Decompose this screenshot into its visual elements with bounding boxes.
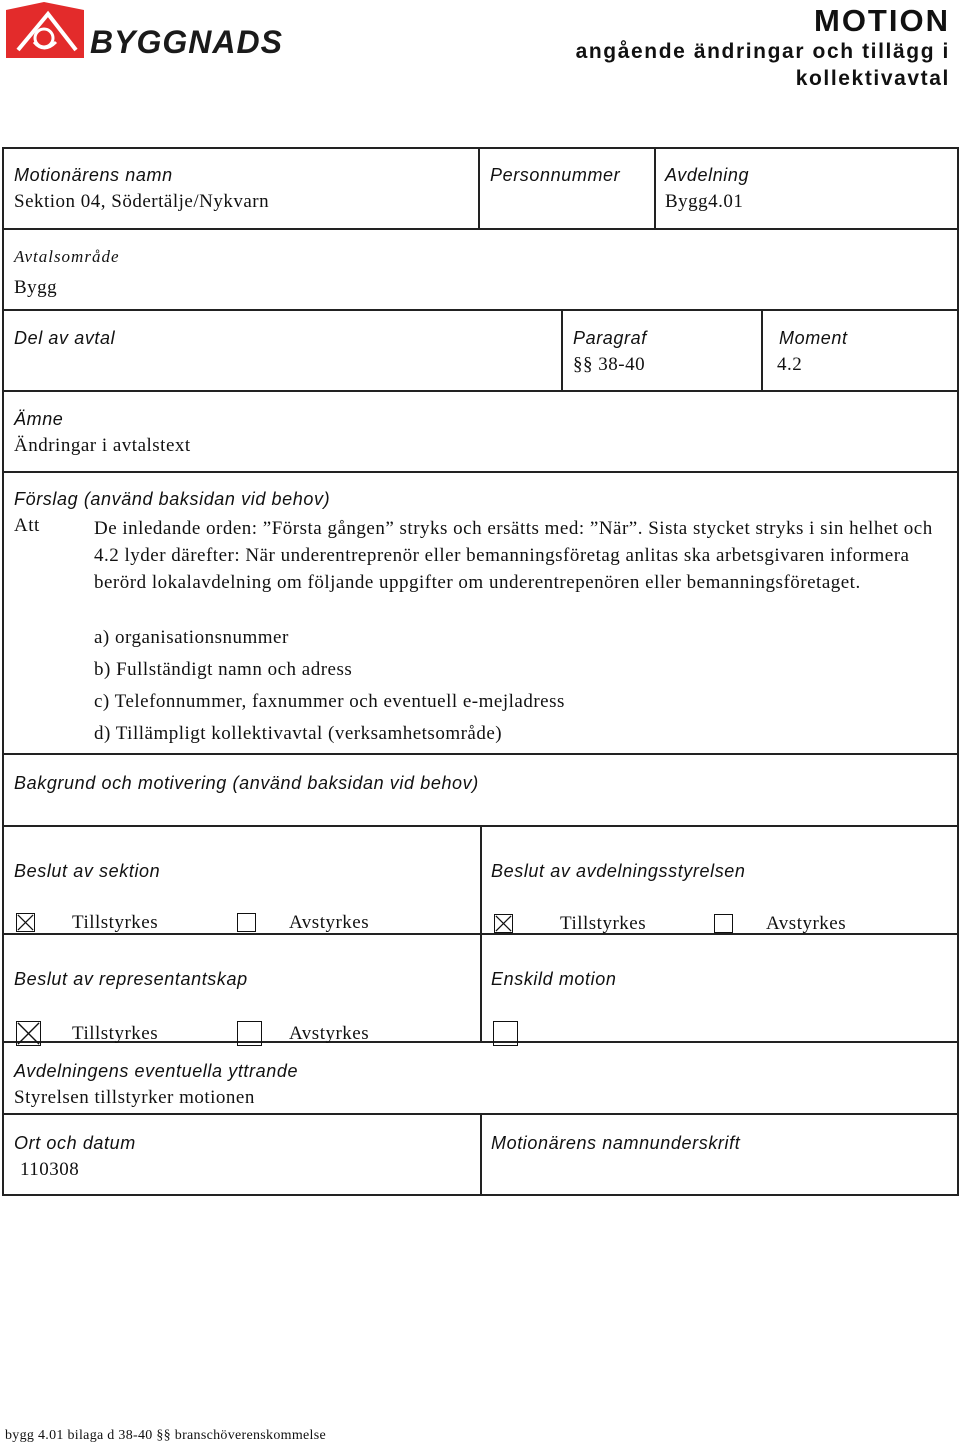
beslut-representantskap-label: Beslut av representantskap	[14, 969, 248, 989]
sektion-avstyrkes-checkbox[interactable]	[237, 913, 256, 932]
yttrande-value[interactable]: Styrelsen tillstyrker motionen	[14, 1087, 255, 1108]
ort-datum-value[interactable]: 110308	[20, 1159, 80, 1180]
enskild-motion-label: Enskild motion	[491, 969, 617, 989]
avtalsomrade-label: Avtalsområde	[14, 247, 120, 266]
amne-label: Ämne	[14, 409, 64, 429]
sektion-avstyrkes-label: Avstyrkes	[289, 912, 370, 933]
avdelning-tillstyrkes-label: Tillstyrkes	[560, 913, 647, 934]
cell-paragraf	[561, 311, 761, 390]
cell-ort-datum	[4, 1115, 480, 1194]
document-footer: bygg 4.01 bilaga d 38-40 §§ branschöverenskommelse	[5, 1428, 326, 1443]
avtalsomrade-value[interactable]: Bygg	[14, 277, 58, 298]
paragraf-label: Paragraf	[573, 328, 647, 348]
row-amne	[2, 392, 959, 473]
sektion-tillstyrkes-checkbox[interactable]	[16, 913, 35, 932]
row-identity	[2, 149, 959, 230]
row-beslut-representantskap	[2, 935, 959, 1043]
logo-wordmark: BYGGNADS	[90, 24, 283, 60]
cell-motionarens-namn	[4, 149, 478, 228]
forslag-list-item: c) Telefonnummer, faxnummer och eventuell e-mejladress	[94, 691, 565, 712]
representantskap-tillstyrkes-label: Tillstyrkes	[72, 1023, 159, 1044]
beslut-avdelning-label: Beslut av avdelningsstyrelsen	[491, 861, 746, 881]
avdelning-avstyrkes-label: Avstyrkes	[766, 913, 847, 934]
row-forslag	[2, 473, 959, 755]
byggnads-logo	[4, 2, 283, 62]
row-bakgrund	[2, 755, 959, 827]
cell-del-av-avtal	[4, 311, 561, 390]
bakgrund-label: Bakgrund och motivering (använd baksidan vid behov)	[14, 773, 479, 793]
avdelning-value[interactable]: Bygg4.01	[665, 191, 744, 212]
forslag-list-item: a) organisationsnummer	[94, 627, 289, 648]
avdelning-label: Avdelning	[665, 165, 750, 185]
avdelning-avstyrkes-checkbox[interactable]	[714, 914, 733, 933]
forslag-att: Att	[14, 515, 40, 536]
cell-moment	[761, 311, 957, 390]
forslag-label: Förslag (använd baksidan vid behov)	[14, 489, 331, 509]
motion-form	[2, 147, 959, 1196]
beslut-sektion-label: Beslut av sektion	[14, 861, 161, 881]
cell-enskild-motion	[480, 935, 957, 1041]
forslag-text[interactable]: De inledande orden: ”Första gången” stryks och ersätts med: ”När”. Sista stycket stryks i sin helhet och 4.2 lyder därefter: När underentreprenör eller bemanningsföretag anlitas ska arbetsgivaren informera berörd lokalavdelning om följande uppgifter om underentrepenören eller bemanningsföretaget.	[94, 518, 933, 593]
paragraf-value[interactable]: §§ 38-40	[573, 354, 646, 375]
yttrande-label: Avdelningens eventuella yttrande	[14, 1061, 299, 1081]
cell-personnummer	[478, 149, 654, 228]
moment-label: Moment	[779, 328, 848, 348]
namnunderskrift-label: Motionärens namnunderskrift	[491, 1133, 741, 1153]
document-header	[576, 4, 950, 92]
representantskap-avstyrkes-label: Avstyrkes	[289, 1023, 370, 1044]
cell-avdelning	[654, 149, 957, 228]
ort-datum-label: Ort och datum	[14, 1133, 136, 1153]
amne-value[interactable]: Ändringar i avtalstext	[14, 435, 191, 456]
row-avtalsdel	[2, 311, 959, 392]
page-subtitle-line1: angående ändringar och tillägg i	[575, 40, 950, 63]
moment-value[interactable]: 4.2	[777, 354, 803, 375]
forslag-list-item: d) Tillämpligt kollektivavtal (verksamhetsområde)	[94, 723, 503, 744]
row-ort-underskrift	[2, 1115, 959, 1196]
cell-beslut-representantskap	[4, 935, 480, 1044]
forslag-list-item: b) Fullständigt namn och adress	[94, 659, 353, 680]
page-title: MOTION	[814, 3, 950, 38]
row-avtalsomrade	[2, 230, 959, 311]
cell-beslut-sektion	[4, 827, 480, 933]
personnummer-label: Personnummer	[490, 165, 621, 185]
cell-beslut-avdelning	[480, 827, 957, 933]
motionarens-namn-label: Motionärens namn	[14, 165, 173, 185]
sektion-tillstyrkes-label: Tillstyrkes	[72, 912, 159, 933]
avdelning-tillstyrkes-checkbox[interactable]	[494, 914, 513, 933]
cell-namnunderskrift	[480, 1115, 957, 1194]
row-beslut-sektion-avdelning	[2, 827, 959, 935]
row-yttrande	[2, 1043, 959, 1115]
page-subtitle-line2: kollektivavtal	[795, 67, 950, 90]
motionarens-namn-value[interactable]: Sektion 04, Södertälje/Nykvarn	[14, 191, 270, 212]
del-av-avtal-label: Del av avtal	[14, 328, 116, 348]
